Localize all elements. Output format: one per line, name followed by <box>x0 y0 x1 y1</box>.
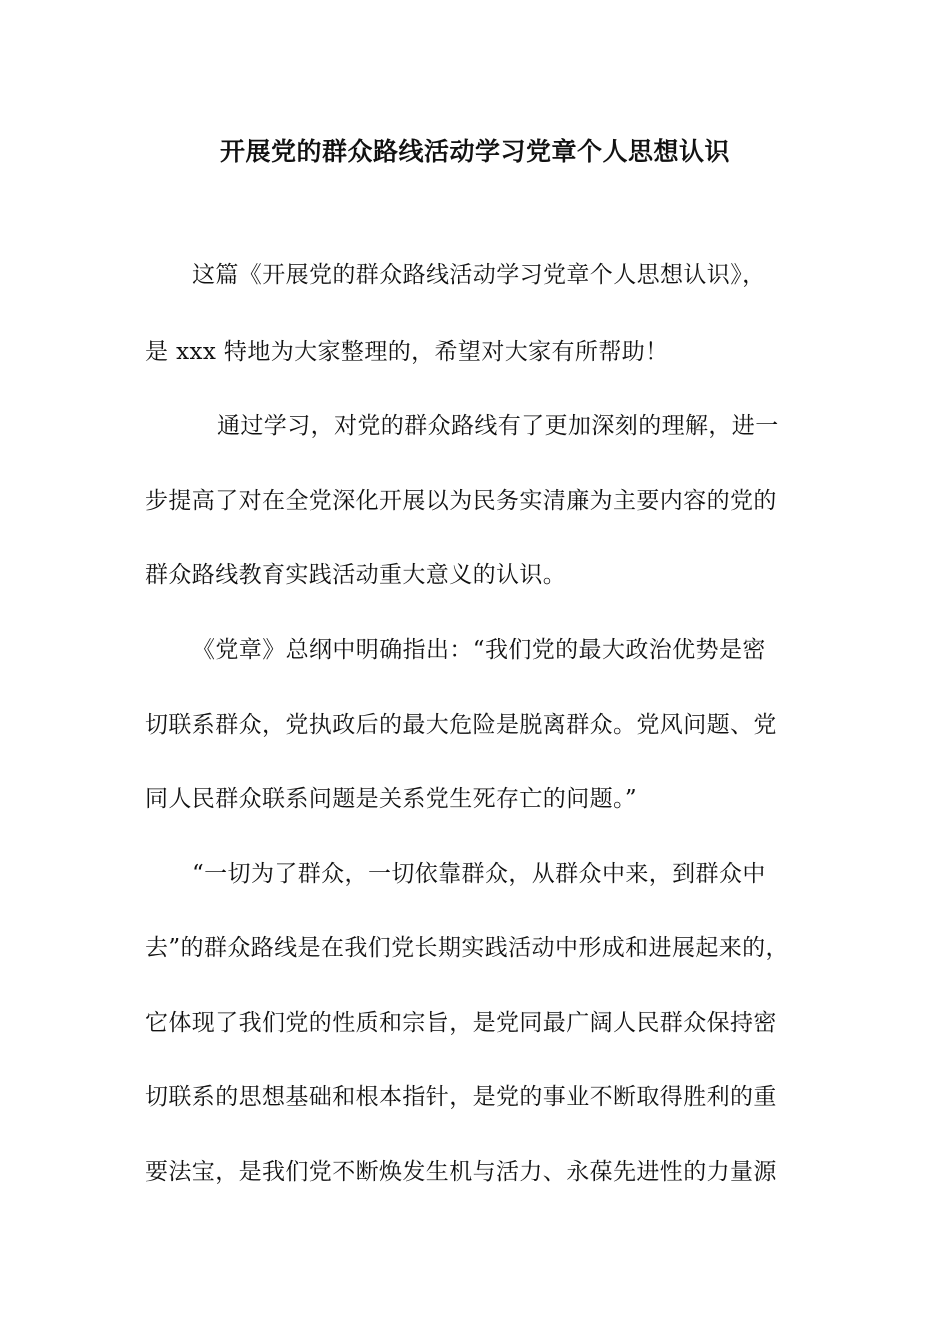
paragraph-line: 通过学习，对党的群众路线有了更加深刻的理解，进一 <box>217 413 779 439</box>
paragraph-line: 是 xxx 特地为大家整理的，希望对大家有所帮助！ <box>145 339 669 365</box>
paragraph-line: “一切为了群众，一切依靠群众，从群众中来，到群众中 <box>192 861 766 887</box>
paragraph-line: 它体现了我们党的性质和宗旨，是党同最广阔人民群众保持密 <box>145 1010 777 1036</box>
paragraph-line: 这篇《开展党的群众路线活动学习党章个人思想认识》， <box>192 262 766 288</box>
document-title: 开展党的群众路线活动学习党章个人思想认识 <box>219 137 730 166</box>
paragraph-line: 切联系群众，党执政后的最大危险是脱离群众。党风问题、党 <box>145 712 777 738</box>
paragraph-line: 群众路线教育实践活动重大意义的认识。 <box>145 562 567 588</box>
paragraph-line: 去”的群众路线是在我们党长期实践活动中形成和进展起来的， <box>145 935 789 961</box>
paragraph-line: 要法宝，是我们党不断焕发生机与活力、永葆先进性的力量源 <box>145 1159 777 1185</box>
paragraph-line: 步提高了对在全党深化开展以为民务实清廉为主要内容的党的 <box>145 488 777 514</box>
paragraph-line: 《党章》总纲中明确指出：“我们党的最大政治优势是密 <box>192 637 766 663</box>
paragraph-line: 同人民群众联系问题是关系党生死存亡的问题。” <box>145 786 638 812</box>
paragraph-line: 切联系的思想基础和根本指针，是党的事业不断取得胜利的重 <box>145 1084 777 1110</box>
